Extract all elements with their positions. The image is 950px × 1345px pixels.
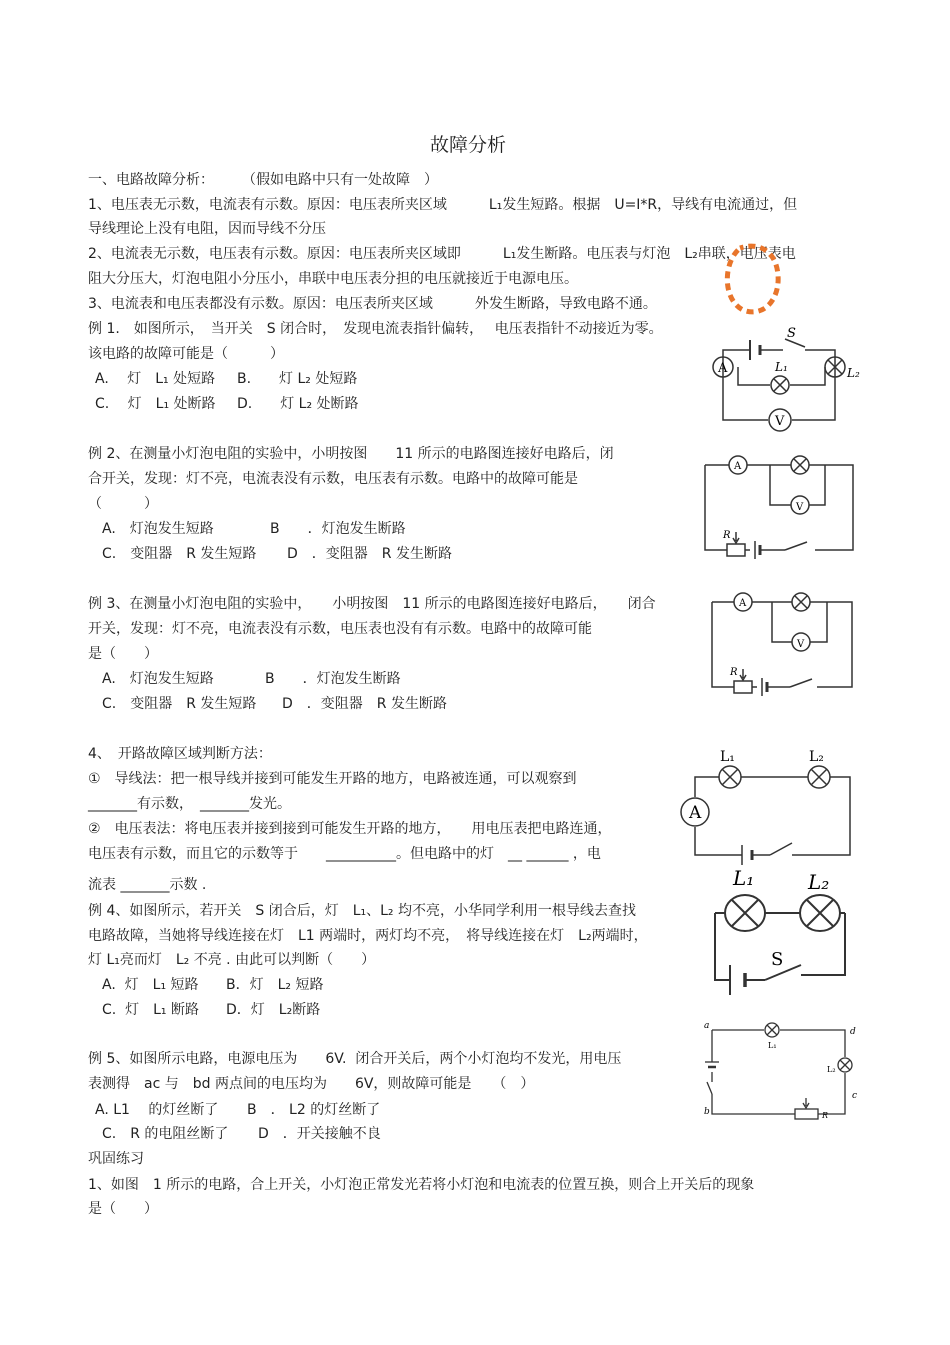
example-3-stem-paren: 是（ ） bbox=[88, 646, 158, 662]
resistor-label: R bbox=[730, 667, 738, 678]
figure-4-circuit bbox=[680, 745, 855, 860]
resistor-label: R bbox=[822, 1111, 829, 1120]
figure-6-circuit bbox=[700, 1021, 865, 1120]
example-3-stem-cont: 开关，发现：灯不亮，电流表没有示数，电压表也没有有示数。电路中的故障可能 bbox=[88, 621, 592, 637]
figure-2-circuit bbox=[705, 455, 855, 555]
example-2-stem-cont: 合开关，发现：灯不亮，电流表没有示数，电压表有示数。电路中的故障可能是 bbox=[88, 471, 578, 487]
section-4-heading: 4、 开路故障区域判断方法： bbox=[88, 746, 272, 762]
practice-1: 1、如图 1 所示的电路，合上开关，小灯泡正常发光若将小灯泡和电流表的位置互换，则合上开关后的现象 bbox=[88, 1177, 755, 1193]
example-1-option-b: B. 灯 L₂ 处短路 bbox=[237, 371, 358, 387]
lamp-2-label: L₂ bbox=[827, 1065, 836, 1074]
practice-heading: 巩固练习 bbox=[88, 1151, 144, 1167]
voltmeter-label: V bbox=[796, 502, 804, 513]
example-1-stem: 例 1. 如图所示， 当开关 S 闭合时， 发现电流表指针偏转， 电压表指针不动接近为零。 bbox=[88, 321, 663, 337]
example-5-stem-cont: 表测得 ac 与 bd 两点间的电压均为 6V，则故障可能是 （ ） bbox=[88, 1076, 535, 1092]
example-4-option-a: A. 灯 L₁ 短路 bbox=[102, 977, 199, 993]
voltmeter-label: V bbox=[797, 639, 805, 650]
point-a-label: a bbox=[704, 1021, 710, 1031]
example-4-option-b: B．灯 L₂ 短路 bbox=[226, 977, 324, 993]
example-5-option-c: C. R 的电阻丝断了 bbox=[102, 1126, 229, 1142]
method-1: ① 导线法：把一根导线并接到可能发生开路的地方，电路被连通，可以观察到 bbox=[88, 771, 577, 787]
rule-3: 3、电流表和电压表都没有示数。原因：电压表所夹区域 外发生断路，导致电路不通。 bbox=[88, 296, 657, 312]
example-4-option-c: C. 灯 L₁ 断路 bbox=[102, 1002, 199, 1018]
lamp-2-label: L₂ bbox=[808, 870, 830, 894]
example-1-option-d: D. 灯 L₂ 处断路 bbox=[237, 396, 359, 412]
ammeter-label: A bbox=[734, 461, 742, 472]
example-5-option-a: A. L1 的灯丝断了 bbox=[95, 1102, 219, 1118]
rule-1-cont: 导线理论上没有电阻，因而导线不分压 bbox=[88, 221, 326, 237]
figure-1-circuit bbox=[705, 325, 865, 430]
rule-2-cont: 阻大分压大，灯泡电阻小分压小，串联中电压表分担的电压就接近于电源电压。 bbox=[88, 271, 578, 287]
rule-1: 1、电压表无示数，电流表有示数。原因：电压表所夹区域 L₁发生短路。根据 U=I*R，导线有电流通过，但 bbox=[88, 197, 798, 213]
example-5-option-b: B ． L2 的灯丝断了 bbox=[247, 1102, 381, 1118]
method-1-blanks: _______有示数， _______发光。 bbox=[88, 796, 291, 812]
example-3-option-c: C. 变阻器 R 发生短路 bbox=[102, 696, 257, 712]
figure-3-circuit bbox=[712, 592, 862, 692]
ammeter-label: A bbox=[689, 803, 702, 823]
example-5-stem: 例 5、如图所示电路，电源电压为 6V. 闭合开关后，两个小灯泡均不发光，用电压 bbox=[88, 1051, 622, 1067]
example-4-stem-end: 灯 L₁亮而灯 L₂ 不亮 . 由此可以判断（ ） bbox=[88, 952, 376, 968]
example-3-stem: 例 3、在测量小灯泡电阻的实验中， 小明按图 11 所示的电路图连接好电路后， 闭合 bbox=[88, 596, 656, 612]
example-2-option-a: A. 灯泡发生短路 bbox=[102, 521, 214, 537]
example-1-stem-cont: 该电路的故障可能是（ ） bbox=[88, 346, 284, 362]
ammeter-label: A bbox=[718, 361, 728, 376]
resistor-label: R bbox=[723, 530, 731, 541]
switch-label: S bbox=[771, 949, 784, 970]
example-3-option-a: A. 灯泡发生短路 bbox=[102, 671, 214, 687]
point-b-label: b bbox=[704, 1107, 710, 1117]
section-heading: 一、电路故障分析： （假如电路中只有一处故障 ） bbox=[88, 172, 438, 188]
example-4-stem-cont: 电路故障，当她将导线连接在灯 L1 两端时，两灯均不亮， 将导线连接在灯 L₂两端时， bbox=[88, 928, 648, 944]
ammeter-label: A bbox=[739, 598, 747, 609]
point-c-label: c bbox=[852, 1091, 858, 1101]
voltmeter-label: V bbox=[775, 414, 785, 429]
lamp-2-label: L₂ bbox=[809, 749, 824, 765]
method-2-cont: 电压表有示数，而且它的示数等于 __________。但电路中的灯 __ ______ ，电 bbox=[88, 846, 601, 862]
lamp-1-label: L₁ bbox=[768, 1041, 777, 1050]
lamp-1-label: L₁ bbox=[733, 866, 755, 890]
rule-2: 2、电流表无示数，电压表有示数。原因：电压表所夹区域即 L₁发生断路。电压表与灯泡 L₂串联，电压表电 bbox=[88, 246, 796, 262]
example-4-option-d: D．灯 L₂断路 bbox=[226, 1002, 321, 1018]
method-2: ② 电压表法：将电压表并接到接到可能发生开路的地方， 用电压表把电路连通， bbox=[88, 821, 612, 837]
method-2-end: 流表 _______示数 . bbox=[88, 877, 207, 893]
example-2-stem: 例 2、在测量小灯泡电阻的实验中，小明按图 11 所示的电路图连接好电路后，闭 bbox=[88, 446, 614, 462]
example-2-stem-paren: （ ） bbox=[88, 496, 158, 512]
example-4-stem: 例 4、如图所示，若开关 S 闭合后，灯 L₁、L₂ 均不亮，小华同学利用一根导线去查找 bbox=[88, 903, 636, 919]
example-5-option-d: D ．开关接触不良 bbox=[258, 1126, 381, 1142]
orange-annotation-loop bbox=[718, 240, 788, 320]
lamp-1-label: L₁ bbox=[775, 360, 788, 374]
switch-label: S bbox=[787, 326, 796, 341]
example-3-option-b: B ．灯泡发生断路 bbox=[265, 671, 401, 687]
example-1-option-a: A. 灯 L₁ 处短路 bbox=[95, 371, 216, 387]
example-2-option-b: B ．灯泡发生断路 bbox=[270, 521, 406, 537]
page-title: 故障分析 bbox=[430, 134, 507, 156]
example-1-option-c: C. 灯 L₁ 处断路 bbox=[95, 396, 216, 412]
figure-5-circuit bbox=[705, 865, 855, 1000]
practice-1-cont: 是（ ） bbox=[88, 1201, 158, 1217]
example-2-option-d: D ．变阻器 R 发生断路 bbox=[287, 546, 452, 562]
lamp-1-label: L₁ bbox=[720, 749, 735, 765]
lamp-2-label: L₂ bbox=[847, 366, 860, 380]
example-3-option-d: D ．变阻器 R 发生断路 bbox=[282, 696, 447, 712]
point-d-label: d bbox=[850, 1027, 856, 1037]
example-2-option-c: C. 变阻器 R 发生短路 bbox=[102, 546, 257, 562]
